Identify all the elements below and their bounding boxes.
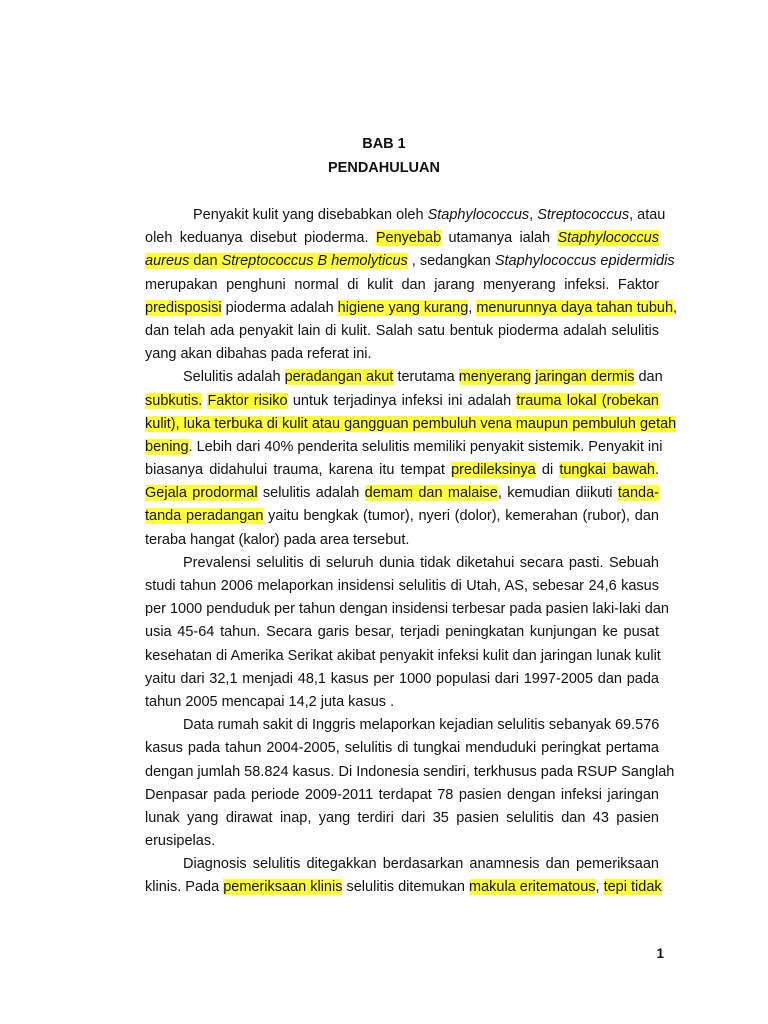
body-text [145,204,678,900]
text-segment: erusipelas. [145,833,216,850]
text-segment: , sedangkan [407,253,495,270]
highlighted-text: dan [189,253,222,270]
text-segment: per 1000 penduduk per tahun dengan insidensi terbesar pada pasien laki-laki dan [145,601,669,618]
highlighted-italic-text: aureus [145,253,190,270]
text-segment: , [529,207,538,223]
text-line [145,737,659,760]
highlighted-text: higiene yang kurang [337,299,469,316]
highlighted-text: makula eritematous [469,879,596,896]
text-line [145,575,659,598]
text-segment: studi tahun 2006 melaporkan insidensi selulitis di Utah, AS, sebesar 24,6 kasus [145,578,659,594]
text-segment: tahun 2005 mencapai 14,2 juta kasus . [145,693,395,710]
highlighted-text: tungkai bawah [559,462,655,479]
text-segment: selulitis ditemukan [342,879,469,896]
text-segment: biasanya didahului trauma, karena itu tempat [145,462,452,479]
highlighted-italic-text: Streptococcus B hemolyticus [221,253,408,270]
highlighted-text: demam dan malaise [364,485,498,502]
text-segment: dan [634,369,663,386]
italic-text: Streptococcus [537,207,630,223]
text-line [145,413,677,436]
chapter-number: BAB 1 [362,136,406,152]
text-segment: , [673,299,678,316]
text-segment: , kemudian diikuti [497,485,618,502]
highlighted-text: peradangan akut [284,369,394,386]
text-line [145,668,659,691]
text-segment: yaitu dari 32,1 menjadi 48,1 kasus per 1000 populasi dari 1997-2005 dan pada [145,670,659,687]
text-line [145,876,662,899]
italic-text: Staphylococcus [427,207,530,223]
highlighted-text: predileksinya [451,462,536,479]
text-line [145,761,675,784]
text-segment: . [654,462,660,479]
text-segment: utamanya ialah [441,230,558,247]
highlighted-text: Penyebab [375,230,442,247]
page-number: 1 [656,946,664,961]
highlighted-text: Faktor risiko [207,392,288,409]
text-segment: Selulitis adalah [183,369,285,386]
text-line [145,482,659,505]
text-line [145,204,666,227]
text-line [145,320,659,343]
text-segment: terutama [393,369,459,386]
text-line [145,621,659,644]
highlighted-text: Gejala prodormal [145,485,258,502]
text-line [145,598,669,621]
text-segment: usia 45-64 tahun. Secara garis besar, terjadi peningkatan kunjungan ke pusat [145,624,659,641]
text-line [145,691,659,714]
text-line [145,714,659,737]
text-line [145,227,659,250]
text-line [145,343,659,366]
text-segment: klinis. Pada [145,879,224,896]
text-segment: Penyakit kulit yang disebabkan oleh [193,207,428,223]
highlighted-text: tepi tidak [603,879,662,896]
text-line [145,853,659,876]
text-segment: , [468,299,477,316]
text-line [145,297,678,320]
highlighted-text: jaringan dermis [535,369,635,386]
highlighted-text: kulit), luka terbuka di kulit atau gangguan pembuluh vena maupun pembuluh getah [145,415,677,432]
highlighted-text: pemeriksaan klinis [223,879,343,896]
text-segment: di [535,462,560,479]
text-line [145,529,659,552]
text-line [145,552,659,575]
text-line [145,366,663,389]
highlighted-text: subkutis. [145,392,203,409]
text-segment: untuk terjadinya infeksi ini adalah [287,392,517,409]
text-segment: dan telah ada penyakit lain di kulit. Salah satu bentuk pioderma adalah selulitis [145,322,659,339]
text-line [145,274,659,297]
text-segment: , atau [629,207,666,223]
italic-text: Staphylococcus epidermidis [494,253,675,270]
chapter-title: PENDAHULUAN [328,160,440,176]
text-segment: oleh keduanya disebut pioderma. [145,230,376,247]
text-line [145,459,659,482]
text-line [145,830,659,853]
text-segment: selulitis adalah [257,485,365,502]
text-segment: yang akan dibahas pada referat ini. [145,346,372,363]
highlighted-text: tanda- [617,485,659,502]
text-line [145,505,659,528]
highlighted-text: menurunnya daya tahan tubuh [476,299,674,316]
text-segment: teraba hangat (kalor) pada area tersebut. [145,531,410,548]
text-segment: Data rumah sakit di Inggris melaporkan kejadian selulitis sebanyak 69.576 [183,717,660,734]
text-segment: , [595,879,604,896]
text-segment: kesehatan di Amerika Serikat akibat penyakit infeksi kulit dan jaringan lunak kulit [145,647,661,664]
text-line [145,390,659,413]
highlighted-italic-text: Staphylococcus [557,230,659,247]
text-segment: Diagnosis selulitis ditegakkan berdasarkan anamnesis dan pemeriksaan [183,856,659,873]
text-segment: merupakan penghuni normal di kulit dan jarang menyerang infeksi. Faktor [145,276,659,293]
text-line [145,436,663,459]
highlighted-text: trauma lokal (robekan [516,392,659,409]
text-segment: Denpasar pada periode 2009-2011 terdapat 78 pasien dengan infeksi jaringan [145,786,659,803]
highlighted-text: bening [145,438,189,455]
highlighted-text: menyerang [458,369,532,386]
text-segment: pioderma adalah [221,299,338,316]
text-line [145,784,659,807]
highlighted-text: tanda peradangan [145,508,264,525]
text-segment: yaitu bengkak (tumor), nyeri (dolor), kemerahan (rubor), dan [263,508,659,525]
text-line [145,645,659,668]
text-segment: dengan jumlah 58.824 kasus. Di Indonesia sendiri, terkhusus pada RSUP Sanglah [145,763,675,780]
highlighted-text: predisposisi [145,299,222,316]
text-line [145,250,675,273]
text-line [145,807,659,830]
text-segment: lunak yang dirawat inap, yang terdiri dari 35 pasien selulitis dan 43 pasien [145,809,659,826]
text-segment: . Lebih dari 40% penderita selulitis memiliki penyakit sistemik. Penyakit ini [188,438,663,455]
text-segment: kasus pada tahun 2004-2005, selulitis di tungkai menduduki peringkat pertama [145,740,659,757]
text-segment: Prevalensi selulitis di seluruh dunia tidak diketahui secara pasti. Sebuah [183,554,659,571]
